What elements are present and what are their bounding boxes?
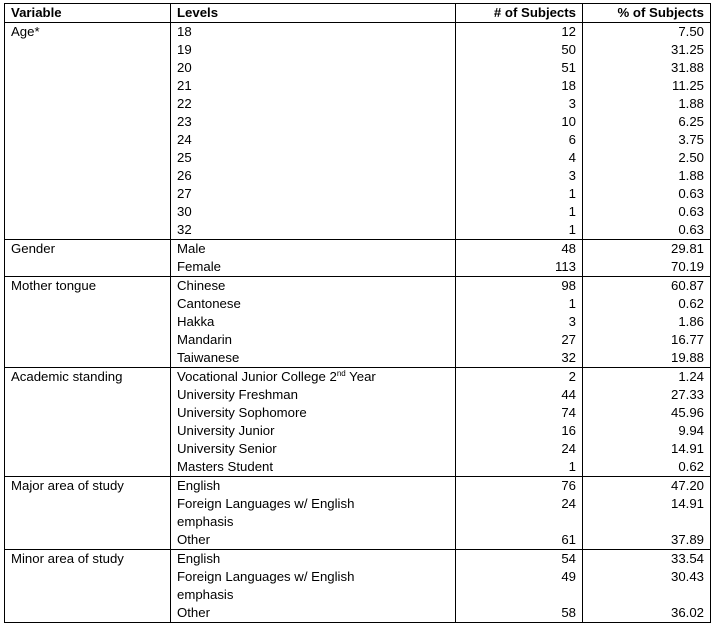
level-cell: University Freshman — [171, 386, 456, 404]
variable-label-mother-tongue: Mother tongue — [5, 277, 171, 296]
table-row — [5, 531, 711, 550]
count-cell: 1 — [456, 458, 583, 477]
level-cell: emphasis — [171, 513, 456, 531]
table-row — [5, 240, 711, 259]
count-cell: 2 — [456, 368, 583, 387]
percent-cell: 3.75 — [583, 131, 711, 149]
table-row — [5, 422, 711, 440]
percent-cell — [583, 586, 711, 604]
level-cell: emphasis — [171, 586, 456, 604]
level-cell: Cantonese — [171, 295, 456, 313]
count-cell: 16 — [456, 422, 583, 440]
header-percent: % of Subjects — [583, 4, 711, 23]
count-cell: 44 — [456, 386, 583, 404]
level-cell: 27 — [171, 185, 456, 203]
level-cell: English — [171, 550, 456, 569]
level-cell: Taiwanese — [171, 349, 456, 368]
level-text: Vocational Junior College 2 — [177, 369, 337, 384]
table-row — [5, 95, 711, 113]
count-cell: 10 — [456, 113, 583, 131]
count-cell: 98 — [456, 277, 583, 296]
percent-cell: 7.50 — [583, 23, 711, 42]
header-levels: Levels — [171, 4, 456, 23]
count-cell: 1 — [456, 295, 583, 313]
header-variable: Variable — [5, 4, 171, 23]
table-row — [5, 221, 711, 240]
table-row — [5, 368, 711, 387]
table-row — [5, 258, 711, 277]
count-cell: 58 — [456, 604, 583, 623]
level-cell: Foreign Languages w/ English — [171, 568, 456, 586]
count-cell: 113 — [456, 258, 583, 277]
percent-cell: 16.77 — [583, 331, 711, 349]
percent-cell: 47.20 — [583, 477, 711, 496]
table-row — [5, 495, 711, 513]
table-row — [5, 313, 711, 331]
percent-cell: 29.81 — [583, 240, 711, 259]
count-cell: 12 — [456, 23, 583, 42]
table-row — [5, 185, 711, 203]
level-cell: 32 — [171, 221, 456, 240]
level-cell: 30 — [171, 203, 456, 221]
percent-cell: 0.63 — [583, 185, 711, 203]
percent-cell: 0.62 — [583, 458, 711, 477]
count-cell: 49 — [456, 568, 583, 586]
table-row — [5, 404, 711, 422]
table-row — [5, 458, 711, 477]
level-cell: 23 — [171, 113, 456, 131]
count-cell: 74 — [456, 404, 583, 422]
level-cell: University Junior — [171, 422, 456, 440]
percent-cell: 1.24 — [583, 368, 711, 387]
table-row — [5, 586, 711, 604]
table-row — [5, 331, 711, 349]
count-cell: 1 — [456, 185, 583, 203]
percent-cell: 2.50 — [583, 149, 711, 167]
table-row — [5, 349, 711, 368]
count-cell: 3 — [456, 313, 583, 331]
level-cell: Mandarin — [171, 331, 456, 349]
level-cell: Foreign Languages w/ English — [171, 495, 456, 513]
percent-cell: 45.96 — [583, 404, 711, 422]
percent-cell: 30.43 — [583, 568, 711, 586]
level-cell: Other — [171, 604, 456, 623]
level-cell: 24 — [171, 131, 456, 149]
level-cell: Masters Student — [171, 458, 456, 477]
count-cell: 24 — [456, 440, 583, 458]
count-cell: 1 — [456, 203, 583, 221]
header-row — [5, 4, 711, 23]
count-cell: 3 — [456, 167, 583, 185]
percent-cell: 60.87 — [583, 277, 711, 296]
count-cell: 76 — [456, 477, 583, 496]
count-cell: 48 — [456, 240, 583, 259]
level-cell: Hakka — [171, 313, 456, 331]
percent-cell: 14.91 — [583, 495, 711, 513]
variable-label-minor: Minor area of study — [5, 550, 171, 569]
table-row — [5, 277, 711, 296]
level-cell: English — [171, 477, 456, 496]
level-text-suffix: Year — [345, 369, 376, 384]
level-cell: Other — [171, 531, 456, 550]
percent-cell: 33.54 — [583, 550, 711, 569]
count-cell: 6 — [456, 131, 583, 149]
table-row — [5, 295, 711, 313]
count-cell: 3 — [456, 95, 583, 113]
variable-label-gender: Gender — [5, 240, 171, 259]
table-row — [5, 550, 711, 569]
count-cell — [456, 586, 583, 604]
percent-cell: 1.86 — [583, 313, 711, 331]
level-cell: 19 — [171, 41, 456, 59]
table-row — [5, 59, 711, 77]
level-cell: 21 — [171, 77, 456, 95]
percent-cell: 6.25 — [583, 113, 711, 131]
ordinal-suffix: nd — [336, 369, 346, 378]
percent-cell: 0.63 — [583, 221, 711, 240]
level-cell: 18 — [171, 23, 456, 42]
level-cell: University Senior — [171, 440, 456, 458]
percent-cell: 36.02 — [583, 604, 711, 623]
percent-cell: 1.88 — [583, 95, 711, 113]
level-cell: Chinese — [171, 277, 456, 296]
percent-cell: 0.63 — [583, 203, 711, 221]
variable-label-age: Age* — [5, 23, 171, 42]
demographics-table — [4, 3, 711, 623]
level-cell — [171, 368, 456, 387]
count-cell: 50 — [456, 41, 583, 59]
table-row — [5, 604, 711, 623]
level-cell: 26 — [171, 167, 456, 185]
percent-cell: 27.33 — [583, 386, 711, 404]
table-row — [5, 477, 711, 496]
header-count: # of Subjects — [456, 4, 583, 23]
percent-cell: 31.88 — [583, 59, 711, 77]
count-cell: 27 — [456, 331, 583, 349]
table-row — [5, 41, 711, 59]
percent-cell: 37.89 — [583, 531, 711, 550]
percent-cell: 9.94 — [583, 422, 711, 440]
count-cell: 18 — [456, 77, 583, 95]
table-row — [5, 386, 711, 404]
table-row — [5, 23, 711, 42]
table-row — [5, 513, 711, 531]
percent-cell: 11.25 — [583, 77, 711, 95]
count-cell — [456, 513, 583, 531]
table-row — [5, 149, 711, 167]
percent-cell: 0.62 — [583, 295, 711, 313]
count-cell: 61 — [456, 531, 583, 550]
percent-cell — [583, 513, 711, 531]
level-cell: 22 — [171, 95, 456, 113]
count-cell: 54 — [456, 550, 583, 569]
table-row — [5, 77, 711, 95]
table-row — [5, 167, 711, 185]
table-row — [5, 203, 711, 221]
level-cell: Male — [171, 240, 456, 259]
count-cell: 4 — [456, 149, 583, 167]
count-cell: 32 — [456, 349, 583, 368]
level-cell: Female — [171, 258, 456, 277]
percent-cell: 19.88 — [583, 349, 711, 368]
percent-cell: 31.25 — [583, 41, 711, 59]
count-cell: 1 — [456, 221, 583, 240]
percent-cell: 14.91 — [583, 440, 711, 458]
variable-label-major: Major area of study — [5, 477, 171, 496]
level-cell: University Sophomore — [171, 404, 456, 422]
count-cell: 24 — [456, 495, 583, 513]
percent-cell: 70.19 — [583, 258, 711, 277]
table-row — [5, 131, 711, 149]
table-row — [5, 568, 711, 586]
table-row — [5, 440, 711, 458]
table-row — [5, 113, 711, 131]
level-cell: 25 — [171, 149, 456, 167]
variable-label-academic-standing: Academic standing — [5, 368, 171, 387]
level-cell: 20 — [171, 59, 456, 77]
count-cell: 51 — [456, 59, 583, 77]
percent-cell: 1.88 — [583, 167, 711, 185]
